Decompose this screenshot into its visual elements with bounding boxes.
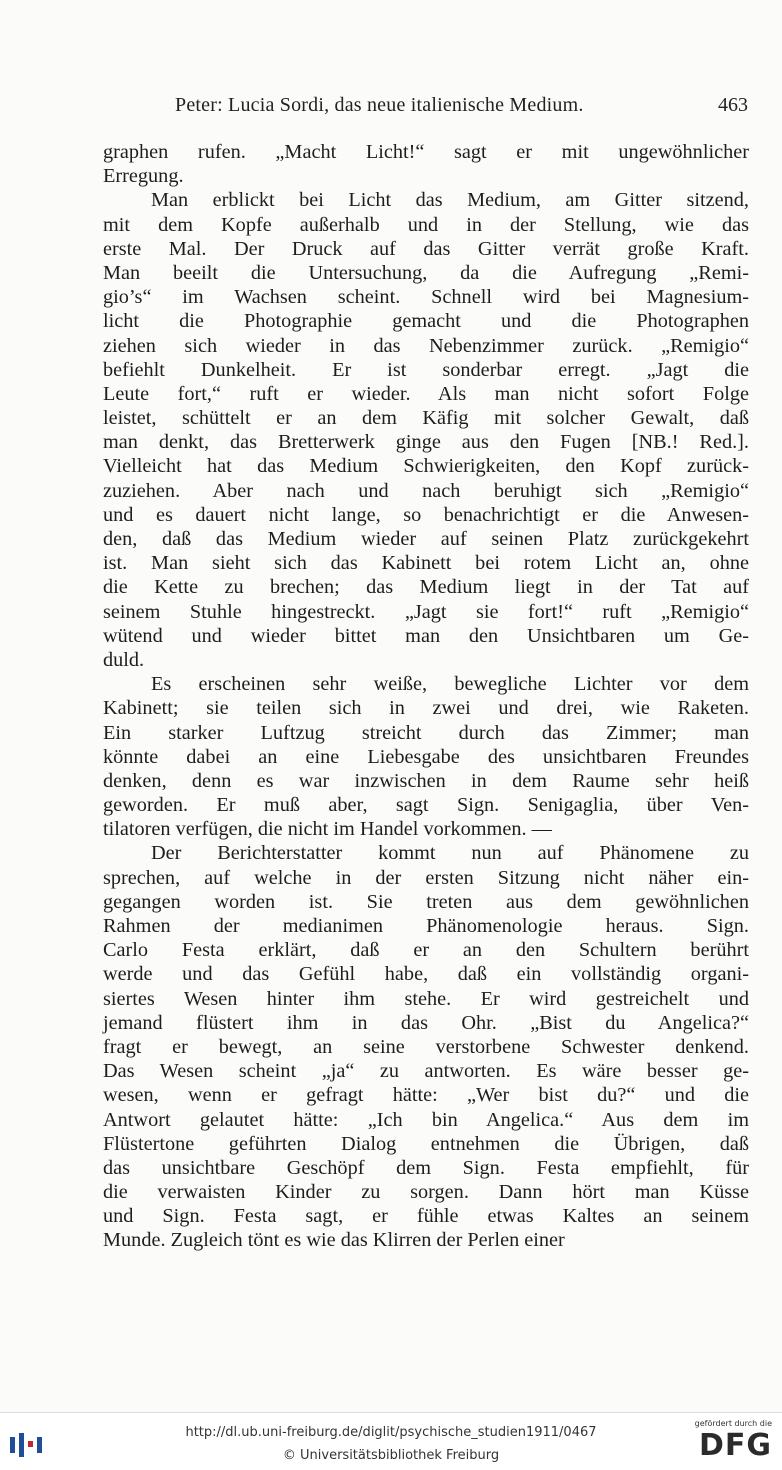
dfg-tagline: gefördert durch die [694, 1419, 772, 1428]
text-line: Antwort gelautet hätte: „Ich bin Angelica.“ Aus dem im [103, 1108, 749, 1131]
text-line: Flüstertone geführten Dialog entnehmen die Übrigen, daß [103, 1132, 749, 1155]
text-line: sprechen, auf welche in der ersten Sitzung nicht näher ein- [103, 866, 749, 889]
text-line: man denkt, das Bretterwerk ginge aus den Fugen [NB.! Red.]. [103, 431, 749, 454]
text-line: und Sign. Festa sagt, er fühle etwas Kaltes an seinem [103, 1205, 749, 1228]
text-line: Kabinett; sie teilen sich in zwei und drei, wie Raketen. [103, 697, 749, 720]
text-line: Rahmen der medianimen Phänomenologie heraus. Sign. [103, 915, 749, 937]
text-line: Der Berichterstatter kommt nun auf Phänomene zu [151, 842, 749, 865]
paragraph [103, 188, 749, 672]
page-number: 463 [718, 94, 748, 116]
text-line: die verwaisten Kinder zu sorgen. Dann hört man Küsse [103, 1181, 749, 1204]
text-line: zuziehen. Aber nach und nach beruhigt sich „Remigio“ [103, 479, 749, 502]
running-title: Peter: Lucia Sordi, das neue italienische Medium. [175, 94, 584, 116]
body-text [103, 140, 749, 1253]
text-line: tilatoren verfügen, die nicht im Handel vorkommen. — [103, 818, 552, 841]
page-url[interactable]: http://dl.ub.uni-freiburg.de/diglit/psychische_studien1911/0467 [185, 1425, 597, 1440]
text-line: gio’s“ im Wachsen scheint. Schnell wird bei Magnesium- [103, 286, 749, 309]
text-line: könnte dabei an eine Liebesgabe des unsichtbaren Freundes [103, 745, 749, 768]
text-line: wütend und wieder bittet man den Unsichtbaren um Ge- [103, 624, 749, 647]
paragraph [103, 140, 749, 188]
text-line: Munde. Zugleich tönt es wie das Klirren der Perlen einer [103, 1229, 565, 1252]
dfg-wordmark: DFG [698, 1428, 772, 1463]
text-line: licht die Photographie gemacht und die Photographen [103, 310, 749, 333]
text-line: Ein starker Luftzug streicht durch das Zimmer; man [103, 721, 749, 744]
text-line: denken, denn es war inzwischen in dem Raume sehr heiß [103, 769, 749, 792]
text-line: ziehen sich wieder in das Nebenzimmer zurück. „Remigio“ [103, 334, 749, 357]
text-line: ist. Man sieht sich das Kabinett bei rotem Licht an, ohne [103, 552, 749, 575]
text-line: graphen rufen. „Macht Licht!“ sagt er mit ungewöhnlicher [103, 141, 749, 163]
text-line: Leute fort,“ ruft er wieder. Als man nicht sofort Folge [103, 382, 749, 405]
copyright: © Universitätsbibliothek Freiburg [282, 1448, 500, 1463]
text-line: Carlo Festa erklärt, daß er an den Schultern berührt [103, 939, 749, 962]
text-line: erste Mal. Der Druck auf das Gitter verrät große Kraft. [103, 237, 749, 260]
text-line: Man erblickt bei Licht das Medium, am Gitter sitzend, [151, 189, 749, 212]
viewer-footer [0, 1412, 782, 1470]
text-line: gegangen worden ist. Sie treten aus dem gewöhnlichen [103, 890, 749, 913]
text-line: leistet, schüttelt er an dem Käfig mit solcher Gewalt, daß [103, 407, 749, 430]
text-line: jemand flüstert ihm in das Ohr. „Bist du Angelica?“ [103, 1011, 749, 1034]
text-line: und es dauert nicht lange, so benachrichtigt er die Anwesen- [103, 503, 749, 526]
paragraph [103, 672, 749, 841]
text-line: befiehlt Dunkelheit. Er ist sonderbar erregt. „Jagt die [103, 358, 749, 381]
text-line: die Kette zu brechen; das Medium liegt in der Tat auf [103, 576, 749, 599]
text-line: den, daß das Medium wieder auf seinen Platz zurückgekehrt [103, 528, 749, 550]
text-line: siertes Wesen hinter ihm stehe. Er wird gestreichelt und [103, 987, 749, 1010]
text-line: das unsichtbare Geschöpf dem Sign. Festa empfiehlt, für [103, 1156, 749, 1179]
text-line: Man beeilt die Untersuchung, da die Aufregung „Remi- [103, 261, 749, 284]
text-line: Das Wesen scheint „ja“ zu antworten. Es wäre besser ge- [103, 1060, 749, 1083]
text-line: Es erscheinen sehr weiße, bewegliche Lichter vor dem [151, 673, 749, 696]
dfg-logo [690, 1419, 772, 1465]
text-line: Vielleicht hat das Medium Schwierigkeiten, den Kopf zurück- [103, 455, 749, 478]
text-line: werde und das Gefühl habe, daß ein vollständig organi- [103, 963, 749, 986]
running-header [100, 94, 752, 120]
text-line: fragt er bewegt, an seine verstorbene Schwester denkend. [103, 1035, 749, 1058]
text-line: Erregung. [103, 165, 184, 188]
text-line: wesen, wenn er gefragt hätte: „Wer bist du?“ und die [103, 1084, 749, 1107]
text-line: geworden. Er muß aber, sagt Sign. Senigaglia, über Ven- [103, 794, 749, 817]
text-line: mit dem Kopfe außerhalb und in der Stellung, wie das [103, 213, 749, 236]
paragraph [103, 841, 749, 1252]
text-line: duld. [103, 648, 145, 671]
text-line: seinem Stuhle hingestreckt. „Jagt sie fort!“ ruft „Remigio“ [103, 600, 749, 623]
